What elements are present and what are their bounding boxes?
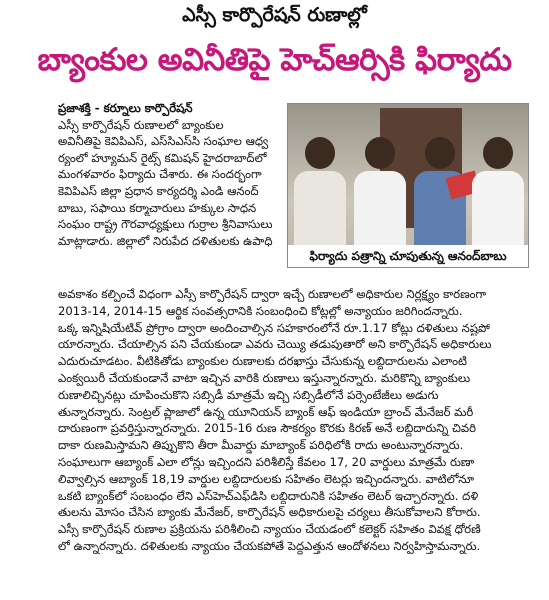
body-line: ఎంక్వయిరీ చేయకుండానే వాటా ఇచ్చిన వారికి రుణాలు ఇస్తున్నారన్నారు. మరికొన్ని బ్యాంకులు — [58, 370, 471, 385]
lead-line: సంఘం రాష్ట్ర గౌరవాధ్యక్షులు గుర్రాల శ్రీనివాసులు — [58, 217, 273, 232]
lead-line: అవినీతిపై కెవిపిఎస్, ఎస్‌సిఎస్‌సి సంఘాల ఆధ్వ — [58, 134, 269, 149]
photo-person — [294, 137, 346, 249]
photo-person — [472, 137, 524, 249]
body-line: 2013-14, 2014-15 ఆర్థిక సంవత్సరానికి సంబంధించి కోట్లల్లో అన్యాయం జరిగిందన్నారు. — [58, 303, 463, 318]
article-body — [58, 286, 536, 555]
body-line: ఎదురుచూడటం. వీటికితోడు బ్యాంకుల రుణాలకు దరఖాస్తు చేసుకున్న లబ్దిదారులను ఎలాంటి — [58, 354, 467, 369]
body-line: దాకా రుణమిస్తామని తిప్పుకొని తీరా మీవార్డు మాబ్యాంక్ పరిధిలోకి రాదు అంటున్నారన్నారు. — [58, 438, 464, 453]
body-line: దారుణంగా ప్రవర్తిస్తున్నారన్నారు. 2015-16 రుణ సౌకర్యం కొరకు కిరణ్ అనే లబ్దిదారున్ని చివరి — [58, 421, 476, 436]
lead-line: మంగళవారం ఫిర్యాదు చేశారు. ఈ సందర్భంగా — [58, 167, 262, 182]
article-lead-column — [58, 100, 283, 249]
body-line: ఎస్సీ కార్పొరేషన్ రుణాల ప్రక్రియను పరిశీలించి న్యాయం చేయడంలో కలెక్టర్ సహితం వివక్ష ధోరణి — [58, 522, 481, 537]
lead-line: మాట్లాడారు. జిల్లాలో నిరుపేద దళితులకు ఉపాధి — [58, 233, 273, 248]
lead-line: ర్యంలో హ్యూమన్ రైట్స్ కమిషన్ హైదరాబాద్‌లో — [58, 150, 267, 165]
headline: బ్యాంకుల అవినీతిపై హెచ్ఆర్సికి ఫిర్యాదు — [37, 42, 512, 78]
body-line: రుణాలిచ్చినట్లు చూపించుకొని సబ్సిడీ మాత్రమే ఇచ్చి సబ్సిడీలోనే పర్సెంటేజీలు అడుగు — [58, 387, 439, 402]
body-line: సంఘాలుగా ఆబ్యాంక్ ఎలా లోన్లు ఇచ్చిందని పరిశీలిస్తే కేవలం 17, 20 వార్డులు మాత్రమే రుణా — [58, 454, 475, 469]
body-line: లివ్వాల్సిన ఆబ్యాంక్ 18,19 వార్డుల లబ్దిదారులకు సహితం లెటర్లు ఇచ్చిందన్నారు. వాటిలోనూ — [58, 471, 475, 486]
kicker-heading: ఎస్సీ కార్పొరేషన్ రుణాల్లో — [182, 4, 367, 26]
body-line: లో ఉన్నారన్నారు. దళితులకు న్యాయం చేయకపోతే పెద్దఎత్తున ఆందోళనలు నిర్వహిస్తామన్నారు. — [58, 538, 481, 553]
body-line: తులను మోసం చేసిన బ్యాంకు మేనేజర్, కార్పొరేషన్ అధికారులపై చర్యలు తీసుకోవాలని కోరారు. — [58, 505, 481, 520]
body-line: తున్నారన్నారు. సెంట్రల్ ప్లాజాలో ఉన్న యూనియన్ బ్యాంక్ ఆఫ్ ఇండియా బ్రాంచ్ మేనేజర్ మరీ — [58, 404, 474, 419]
body-line: యారన్నారు. చేయాల్సిన పని చేయకుండా ఎవరు చెయ్యి తడుపుతారో అని కార్పొరేషన్ అధికారులు — [58, 337, 492, 352]
body-line: అవకాశం కల్పించే విధంగా ఎస్సీ కార్పొరేషన్ ద్వారా ఇచ్చే రుణాలలో అధికారుల నిర్లక్ష్యం కారణంగా — [58, 287, 487, 301]
body-line: ఒక్క ఇన్నిషియేటివ్ ప్రోగ్రాం ద్వారా అందించాల్సిన సహకారంలోనే రూ.1.17 కోట్లు దళితులు నష్టపో — [58, 320, 490, 335]
lead-line: బాబు, సఫాయి కర్మాచారులు హక్కుల సాధన — [58, 200, 257, 215]
body-line: ఒకటి బ్యాంక్‌లో సంబంధం లేని ఎస్‌హెచ్‌ఎఫ్‌డిసి లబ్దిదారునికి సహితం లెటర్ ఇచ్చారన్నారు. దళి — [58, 488, 479, 503]
photo-person — [354, 137, 406, 249]
photo-caption: ఫిర్యాదు పత్రాన్ని చూపుతున్న ఆనంద్‌బాబు — [288, 245, 528, 267]
lead-line: ఎస్సీ కార్పొరేషన్ రుణాలలో బ్యాంకుల — [58, 117, 224, 132]
byline: ప్రజాశక్తి - కర్నూలు కార్పొరేషన్ — [58, 101, 193, 115]
news-photo — [287, 103, 529, 268]
lead-line: కెవిపిఎస్ జిల్లా ప్రధాన కార్యదర్శి ఎండి ఆనంద్ — [58, 183, 259, 198]
